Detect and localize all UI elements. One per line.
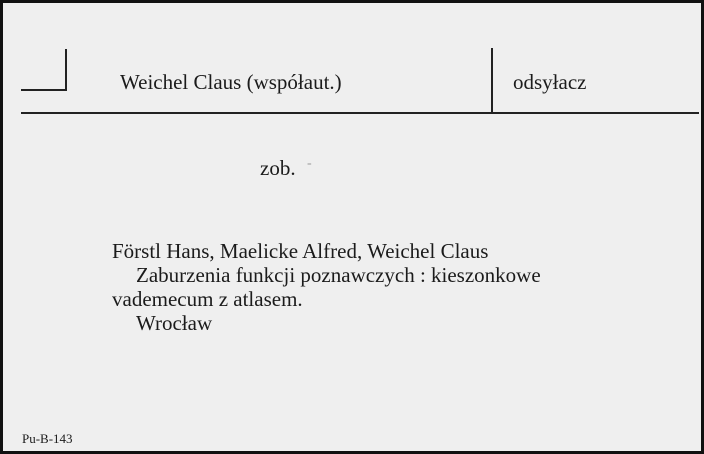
entry-place: Wrocław — [136, 311, 213, 335]
card-code: Pu-B-143 — [22, 431, 73, 446]
header-rule — [21, 112, 699, 114]
see-reference-label: zob. — [260, 156, 296, 180]
corner-bracket — [21, 49, 67, 91]
header-heading-name: Weichel Claus (współaut.) — [120, 70, 342, 94]
entry-title-line-2: vademecum z atlasem. — [112, 287, 303, 311]
header-card-type: odsyłacz — [513, 70, 587, 94]
entry-authors: Förstl Hans, Maelicke Alfred, Weichel Claus — [112, 239, 489, 263]
header-divider — [491, 48, 493, 112]
entry-title-line-1: Zaburzenia funkcji poznawczych : kieszonkowe — [136, 263, 541, 287]
see-reference-mark: - — [307, 156, 312, 171]
reference-entry — [112, 239, 632, 335]
